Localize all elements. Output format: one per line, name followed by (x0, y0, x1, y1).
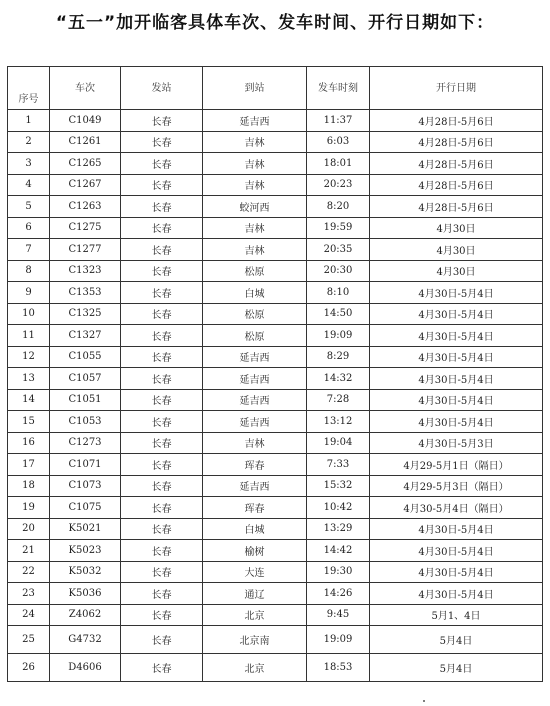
cell-from: 长春 (121, 389, 203, 411)
cell-train: K5032 (50, 561, 121, 583)
cell-to: 吉林 (203, 432, 307, 454)
cell-train: C1273 (50, 432, 121, 454)
cell-seq: 21 (8, 540, 50, 562)
cell-dates: 4月28日-5月6日 (370, 110, 543, 132)
cell-time: 20:30 (307, 260, 370, 282)
cell-dates: 4月30日-5月4日 (370, 583, 543, 605)
cell-from: 长春 (121, 282, 203, 304)
cell-seq: 19 (8, 497, 50, 519)
cell-time: 20:35 (307, 239, 370, 261)
cell-dates: 4月30日-5月4日 (370, 389, 543, 411)
cell-from: 长春 (121, 260, 203, 282)
table-header-row (8, 67, 543, 110)
decorative-dot (423, 700, 425, 702)
cell-seq: 16 (8, 432, 50, 454)
table-row (8, 174, 543, 196)
cell-to: 北京南 (203, 626, 307, 654)
cell-to: 松原 (203, 260, 307, 282)
cell-seq: 2 (8, 131, 50, 153)
cell-time: 19:04 (307, 432, 370, 454)
cell-to: 延吉西 (203, 110, 307, 132)
cell-to: 吉林 (203, 174, 307, 196)
table-row (8, 454, 543, 476)
cell-time: 10:42 (307, 497, 370, 519)
table-row (8, 626, 543, 654)
cell-train: C1051 (50, 389, 121, 411)
cell-train: C1323 (50, 260, 121, 282)
cell-seq: 6 (8, 217, 50, 239)
cell-train: C1353 (50, 282, 121, 304)
header-to: 到站 (203, 67, 307, 110)
cell-from: 长春 (121, 239, 203, 261)
table-row (8, 432, 543, 454)
cell-to: 北京 (203, 654, 307, 682)
cell-from: 长春 (121, 325, 203, 347)
cell-time: 8:20 (307, 196, 370, 218)
cell-seq: 9 (8, 282, 50, 304)
cell-dates: 4月28日-5月6日 (370, 131, 543, 153)
cell-seq: 18 (8, 475, 50, 497)
cell-dates: 4月30日 (370, 239, 543, 261)
cell-seq: 17 (8, 454, 50, 476)
cell-train: K5036 (50, 583, 121, 605)
cell-time: 7:28 (307, 389, 370, 411)
cell-from: 长春 (121, 475, 203, 497)
cell-from: 长春 (121, 411, 203, 433)
cell-to: 松原 (203, 303, 307, 325)
header-from: 发站 (121, 67, 203, 110)
cell-train: C1049 (50, 110, 121, 132)
cell-train: C1261 (50, 131, 121, 153)
header-time: 发车时刻 (307, 67, 370, 110)
cell-dates: 4月28日-5月6日 (370, 174, 543, 196)
table-row (8, 475, 543, 497)
cell-dates: 4月30日-5月4日 (370, 540, 543, 562)
cell-train: C1071 (50, 454, 121, 476)
cell-dates: 4月30日-5月4日 (370, 325, 543, 347)
cell-seq: 11 (8, 325, 50, 347)
cell-seq: 14 (8, 389, 50, 411)
cell-from: 长春 (121, 518, 203, 540)
cell-dates: 4月29-5月1日（隔日） (370, 454, 543, 476)
cell-from: 长春 (121, 561, 203, 583)
cell-seq: 12 (8, 346, 50, 368)
cell-time: 20:23 (307, 174, 370, 196)
cell-dates: 4月30日-5月4日 (370, 368, 543, 390)
cell-seq: 7 (8, 239, 50, 261)
cell-from: 长春 (121, 346, 203, 368)
cell-seq: 22 (8, 561, 50, 583)
cell-time: 8:29 (307, 346, 370, 368)
cell-time: 8:10 (307, 282, 370, 304)
cell-train: D4606 (50, 654, 121, 682)
cell-to: 延吉西 (203, 389, 307, 411)
cell-to: 松原 (203, 325, 307, 347)
cell-dates: 4月30日-5月4日 (370, 346, 543, 368)
cell-train: C1327 (50, 325, 121, 347)
table-row (8, 131, 543, 153)
table-body (8, 110, 543, 682)
cell-seq: 26 (8, 654, 50, 682)
cell-time: 9:45 (307, 604, 370, 626)
cell-dates: 4月30日-5月4日 (370, 282, 543, 304)
cell-time: 14:50 (307, 303, 370, 325)
cell-train: C1075 (50, 497, 121, 519)
cell-from: 长春 (121, 540, 203, 562)
cell-dates: 4月30日-5月4日 (370, 518, 543, 540)
cell-seq: 10 (8, 303, 50, 325)
table-row (8, 540, 543, 562)
cell-from: 长春 (121, 432, 203, 454)
table-row (8, 561, 543, 583)
table-row (8, 196, 543, 218)
cell-train: G4732 (50, 626, 121, 654)
cell-dates: 4月30日-5月4日 (370, 411, 543, 433)
table-row (8, 110, 543, 132)
cell-train: C1265 (50, 153, 121, 175)
cell-train: C1053 (50, 411, 121, 433)
cell-from: 长春 (121, 626, 203, 654)
cell-dates: 5月4日 (370, 654, 543, 682)
cell-train: K5021 (50, 518, 121, 540)
cell-train: C1263 (50, 196, 121, 218)
cell-seq: 4 (8, 174, 50, 196)
cell-dates: 4月28日-5月6日 (370, 196, 543, 218)
table-row (8, 217, 543, 239)
cell-train: C1275 (50, 217, 121, 239)
cell-from: 长春 (121, 497, 203, 519)
cell-dates: 5月4日 (370, 626, 543, 654)
cell-to: 珲春 (203, 454, 307, 476)
cell-to: 珲春 (203, 497, 307, 519)
table-row (8, 325, 543, 347)
header-seq: 序号 (8, 67, 50, 110)
cell-dates: 4月28日-5月6日 (370, 153, 543, 175)
table-row (8, 260, 543, 282)
header-dates: 开行日期 (370, 67, 543, 110)
cell-train: K5023 (50, 540, 121, 562)
cell-to: 北京 (203, 604, 307, 626)
cell-to: 蛟河西 (203, 196, 307, 218)
cell-time: 14:32 (307, 368, 370, 390)
cell-from: 长春 (121, 454, 203, 476)
cell-train: C1325 (50, 303, 121, 325)
table-row (8, 518, 543, 540)
cell-from: 长春 (121, 654, 203, 682)
table-row (8, 282, 543, 304)
cell-dates: 5月1、4日 (370, 604, 543, 626)
cell-time: 14:42 (307, 540, 370, 562)
cell-train: Z4062 (50, 604, 121, 626)
table-row (8, 497, 543, 519)
table-row (8, 239, 543, 261)
cell-from: 长春 (121, 174, 203, 196)
cell-time: 19:30 (307, 561, 370, 583)
cell-dates: 4月30日-5月3日 (370, 432, 543, 454)
cell-seq: 24 (8, 604, 50, 626)
cell-time: 7:33 (307, 454, 370, 476)
cell-time: 13:12 (307, 411, 370, 433)
cell-seq: 3 (8, 153, 50, 175)
page-title: “五一”加开临客具体车次、发车时间、开行日期如下： (55, 13, 495, 33)
cell-from: 长春 (121, 368, 203, 390)
cell-time: 19:59 (307, 217, 370, 239)
cell-train: C1057 (50, 368, 121, 390)
table-row (8, 583, 543, 605)
table-row (8, 654, 543, 682)
cell-to: 白城 (203, 518, 307, 540)
cell-time: 19:09 (307, 325, 370, 347)
cell-dates: 4月30日 (370, 260, 543, 282)
cell-from: 长春 (121, 153, 203, 175)
cell-seq: 25 (8, 626, 50, 654)
table-row (8, 346, 543, 368)
cell-time: 19:09 (307, 626, 370, 654)
cell-time: 14:26 (307, 583, 370, 605)
header-train: 车次 (50, 67, 121, 110)
cell-from: 长春 (121, 604, 203, 626)
cell-dates: 4月30日 (370, 217, 543, 239)
cell-seq: 20 (8, 518, 50, 540)
cell-to: 吉林 (203, 217, 307, 239)
cell-train: C1073 (50, 475, 121, 497)
train-schedule-table (7, 66, 543, 682)
cell-to: 延吉西 (203, 346, 307, 368)
cell-to: 延吉西 (203, 368, 307, 390)
cell-time: 11:37 (307, 110, 370, 132)
cell-dates: 4月30日-5月4日 (370, 303, 543, 325)
cell-to: 延吉西 (203, 475, 307, 497)
cell-to: 延吉西 (203, 411, 307, 433)
table-row (8, 153, 543, 175)
cell-dates: 4月30日-5月4日 (370, 561, 543, 583)
cell-seq: 13 (8, 368, 50, 390)
cell-dates: 4月30-5月4日（隔日） (370, 497, 543, 519)
cell-train: C1055 (50, 346, 121, 368)
cell-to: 吉林 (203, 131, 307, 153)
table-row (8, 303, 543, 325)
cell-seq: 1 (8, 110, 50, 132)
cell-seq: 8 (8, 260, 50, 282)
cell-to: 白城 (203, 282, 307, 304)
cell-from: 长春 (121, 303, 203, 325)
cell-from: 长春 (121, 217, 203, 239)
table-row (8, 604, 543, 626)
cell-time: 6:03 (307, 131, 370, 153)
cell-train: C1277 (50, 239, 121, 261)
cell-from: 长春 (121, 583, 203, 605)
cell-to: 大连 (203, 561, 307, 583)
cell-from: 长春 (121, 131, 203, 153)
cell-time: 18:53 (307, 654, 370, 682)
cell-time: 13:29 (307, 518, 370, 540)
cell-train: C1267 (50, 174, 121, 196)
cell-to: 通辽 (203, 583, 307, 605)
table-row (8, 411, 543, 433)
cell-dates: 4月29-5月3日（隔日） (370, 475, 543, 497)
cell-from: 长春 (121, 110, 203, 132)
cell-time: 18:01 (307, 153, 370, 175)
cell-time: 15:32 (307, 475, 370, 497)
cell-to: 榆树 (203, 540, 307, 562)
table-row (8, 389, 543, 411)
table-row (8, 368, 543, 390)
cell-from: 长春 (121, 196, 203, 218)
cell-to: 吉林 (203, 239, 307, 261)
cell-to: 吉林 (203, 153, 307, 175)
cell-seq: 23 (8, 583, 50, 605)
cell-seq: 5 (8, 196, 50, 218)
cell-seq: 15 (8, 411, 50, 433)
